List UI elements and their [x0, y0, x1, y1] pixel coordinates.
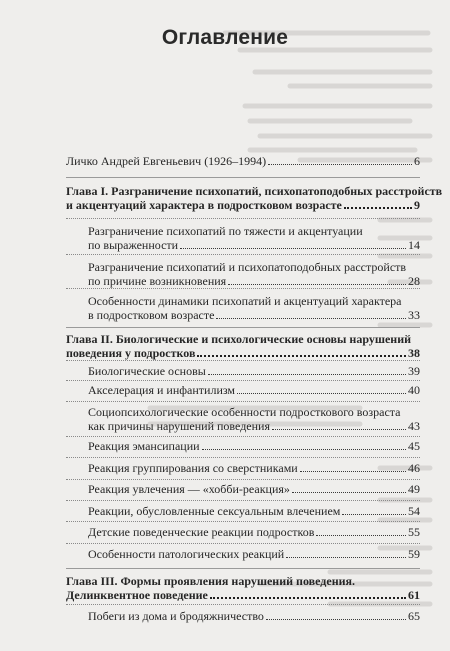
toc-entry[interactable] — [88, 364, 420, 378]
toc-entry[interactable] — [88, 482, 420, 496]
toc-page-number: 14 — [408, 238, 420, 252]
section-divider — [66, 360, 420, 361]
toc-page-number: 54 — [408, 504, 420, 518]
section-divider — [66, 457, 420, 458]
toc-entry-title: Особенности патологических реакций — [88, 547, 285, 561]
toc-chapter-1[interactable] — [66, 184, 443, 212]
chapter-title-line-1: Глава I. Разграничение психопатий, психопатоподобных расстройств — [66, 184, 443, 198]
chapter-title-line-2: Делинквентное поведение — [66, 588, 208, 602]
leader-dots — [344, 206, 412, 209]
toc-page-number: 39 — [408, 364, 420, 378]
section-divider — [66, 568, 420, 569]
toc-entry[interactable] — [88, 260, 420, 288]
toc-entry-title: Реакции, обусловленные сексуальным влечением — [88, 504, 341, 518]
leader-dots — [180, 247, 406, 249]
toc-page-number: 38 — [408, 346, 420, 360]
section-divider — [66, 401, 420, 402]
toc-entry-title: Реакция эмансипации — [88, 439, 200, 453]
toc-entry[interactable] — [88, 547, 420, 561]
section-divider — [66, 380, 420, 381]
toc-entry-title-line-2: по причине возникновения — [88, 274, 227, 288]
leader-dots — [300, 470, 406, 472]
section-divider — [66, 254, 420, 255]
page-title: Оглавление — [161, 26, 289, 49]
toc-page-number: 46 — [408, 461, 420, 475]
chapter-title-line-2: поведения у подростков — [66, 346, 196, 360]
toc-entry-title: Детские поведенческие реакции подростков — [88, 525, 315, 539]
leader-dots — [292, 491, 406, 493]
toc-entry-intro[interactable] — [66, 154, 420, 168]
leader-dots — [210, 596, 406, 599]
section-divider — [66, 327, 420, 328]
toc-entry-title-line-1: Социопсихологические особенности подросткового возраста — [88, 405, 401, 419]
leader-dots — [286, 556, 406, 558]
toc-page-number: 59 — [408, 547, 420, 561]
toc-page-number: 6 — [414, 154, 420, 168]
leader-dots — [197, 354, 406, 357]
toc-entry[interactable] — [88, 224, 420, 252]
chapter-title-line-1: Глава II. Биологические и психологические основы нарушений — [66, 332, 412, 346]
section-divider — [66, 521, 420, 522]
toc-entry-title: Реакция группирования со сверстниками — [88, 461, 298, 475]
section-divider — [66, 500, 420, 501]
toc-page-number: 28 — [408, 274, 420, 288]
toc-entry[interactable] — [88, 525, 420, 539]
leader-dots — [216, 317, 406, 319]
toc-entry-title-line-1: Особенности динамики психопатий и акцентуаций характера — [88, 294, 402, 308]
toc-entry[interactable] — [88, 405, 420, 433]
toc-entry-title: Реакция увлечения — «хобби-реакция» — [88, 482, 290, 496]
toc-entry-title: Акселерация и инфантилизм — [88, 383, 236, 397]
leader-dots — [202, 448, 406, 450]
toc-entry[interactable] — [88, 609, 420, 623]
toc-chapter-2[interactable] — [66, 332, 420, 360]
leader-dots — [268, 163, 412, 165]
section-divider — [66, 288, 420, 289]
leader-dots — [237, 392, 406, 394]
toc-page-number: 40 — [408, 383, 420, 397]
toc-page-number: 61 — [408, 588, 420, 602]
toc-entry[interactable] — [88, 383, 420, 397]
toc-entry-title: Биологические основы — [88, 364, 206, 378]
leader-dots — [208, 373, 406, 375]
toc-chapter-3[interactable] — [66, 574, 420, 602]
section-divider — [66, 436, 420, 437]
toc-entry[interactable] — [88, 439, 420, 453]
toc-entry[interactable] — [88, 461, 420, 475]
section-divider — [66, 604, 420, 605]
leader-dots — [266, 618, 406, 620]
chapter-title-line-2: и акцентуаций характера в подростковом возрасте — [66, 198, 342, 212]
toc-entry-title-line-1: Разграничение психопатий по тяжести и акцентуации — [88, 224, 363, 238]
section-divider — [66, 218, 420, 219]
toc-entry[interactable] — [88, 504, 420, 518]
toc-entry[interactable] — [88, 294, 420, 322]
toc-entry-title: Личко Андрей Евгеньевич (1926–1994) — [66, 154, 267, 168]
leader-dots — [228, 283, 406, 285]
chapter-title-line-1: Глава III. Формы проявления нарушений поведения. — [66, 574, 356, 588]
toc-entry-title-line-2: как причины нарушений поведения — [88, 419, 270, 433]
toc-entry-title-line-2: по выраженности — [88, 238, 179, 252]
toc-page-number: 43 — [408, 419, 420, 433]
toc-page-number: 45 — [408, 439, 420, 453]
leader-dots — [316, 534, 406, 536]
section-divider — [66, 543, 420, 544]
toc-page-number: 49 — [408, 482, 420, 496]
toc-page-number: 9 — [414, 198, 420, 212]
toc-page-number: 65 — [408, 609, 420, 623]
section-divider — [66, 177, 420, 178]
toc-entry-title: Побеги из дома и бродяжничество — [88, 609, 264, 623]
leader-dots — [272, 428, 406, 430]
toc-entry-title-line-2: в подростковом возрасте — [88, 308, 215, 322]
toc-entry-title-line-1: Разграничение психопатий и психопатоподобных расстройств — [88, 260, 407, 274]
toc-page-number: 55 — [408, 525, 420, 539]
toc-page-number: 33 — [408, 308, 420, 322]
leader-dots — [342, 513, 406, 515]
section-divider — [66, 479, 420, 480]
